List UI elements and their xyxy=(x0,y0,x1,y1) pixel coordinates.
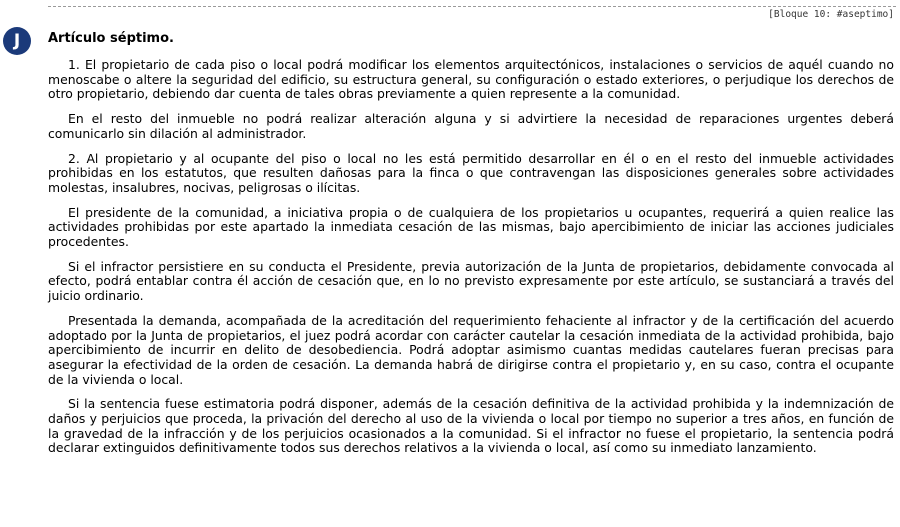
article-paragraph: En el resto del inmueble no podrá realizar alteración alguna y si advirtiere la necesidad de reparaciones urgentes deberá comunicarlo sin dilación al administrador. xyxy=(48,111,894,141)
block-separator-rule xyxy=(48,6,896,7)
article-paragraph: 2. Al propietario y al ocupante del piso o local no les está permitido desarrollar en él o en el resto del inmueble actividades prohibidas en los estatutos, que resulten dañosas para la finca o que contravengan las disposiciones generales sobre actividades molestas, insalubres, nocivas, peligrosas o ilícitas. xyxy=(48,150,894,195)
article-paragraph: Presentada la demanda, acompañada de la acreditación del requerimiento fehaciente al infractor y de la certificación del acuerdo adoptado por la Junta de propietarios, el juez podrá acordar con carácter cautelar la cesación inmediata de la actividad prohibida, bajo apercibimiento de incurrir en delito de desobediencia. Podrá adoptar asimismo cuantas medidas cautelares fueran precisas para asegurar la efectividad de la orden de cesación. La demanda habrá de dirigirse contra el propietario y, en su caso, contra el ocupante de la vivienda o local. xyxy=(48,312,894,387)
article-paragraph: Si la sentencia fuese estimatoria podrá disponer, además de la cesación definitiva de la actividad prohibida y la indemnización de daños y perjuicios que proceda, la privación del derecho al uso de la vivienda o local por tiempo no superior a tres años, en función de la gravedad de la infracción y de los perjuicios ocasionados a la comunidad. Si el infractor no fuese el propietario, la sentencia podrá declarar extinguidos definitivamente todos sus derechos relativos a la vivienda o local, así como su inmediato lanzamiento. xyxy=(48,396,894,456)
article-paragraph: Si el infractor persistiere en su conducta el Presidente, previa autorización de la Junta de propietarios, debidamente convocada al efecto, podrá entablar contra él acción de cesación que, en lo no previsto expresamente por este artículo, se sustanciará a través del juicio ordinario. xyxy=(48,258,894,304)
article-paragraph: 1. El propietario de cada piso o local podrá modificar los elementos arquitectónicos, instalaciones o servicios de aquél cuando no menoscabe o altere la seguridad del edificio, su estructura general, su configuración o estado exteriores, o perjudique los derechos de otro propietario, debiendo dar cuenta de tales obras previamente a quien represente a la comunidad. xyxy=(48,57,894,102)
block-anchor-tag: [Bloque 10: #aseptimo] xyxy=(768,9,894,20)
article-section xyxy=(48,30,894,466)
article-title: Artículo séptimo. xyxy=(48,31,174,46)
article-paragraph: El presidente de la comunidad, a iniciativa propia o de cualquiera de los propietarios u ocupantes, requerirá a quien realice las actividades prohibidas por este apartado la inmediata cesación de las mismas, bajo apercibimiento de iniciar las acciones judiciales procedentes. xyxy=(48,204,894,250)
letter-j-badge-icon: J xyxy=(3,27,31,55)
